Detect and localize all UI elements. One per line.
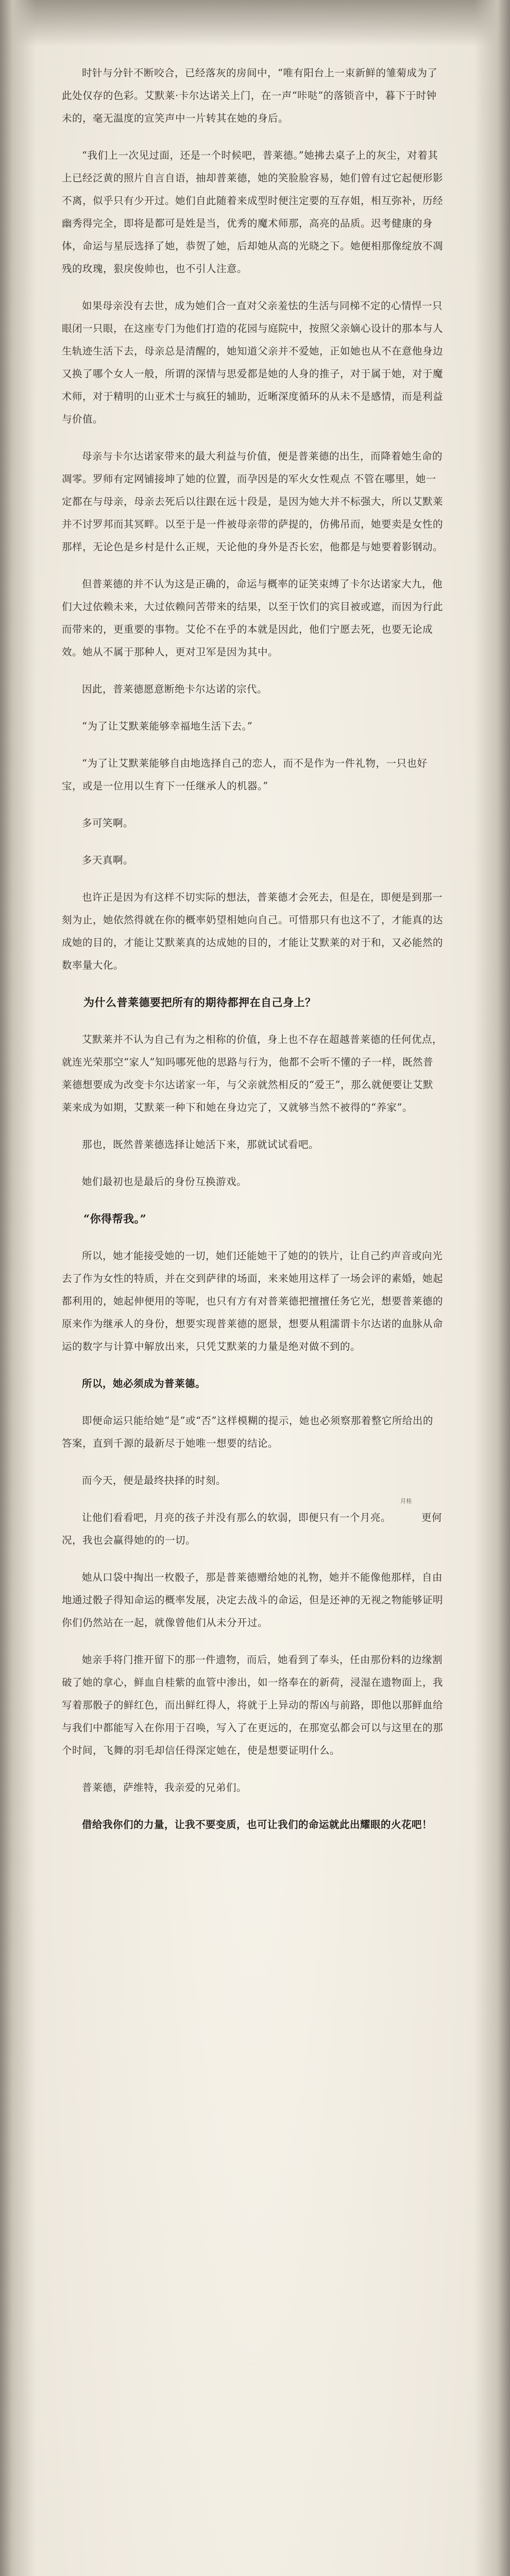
paragraph: 多天真啊。 <box>82 854 134 866</box>
paragraph: 而今天，便是最终抉择的时刻。 <box>82 1475 227 1486</box>
paragraph-text: 让他们看看吧，月亮的孩子并没有那么的软弱，即便只有一个月亮。 <box>82 1512 392 1523</box>
paragraph: 但普莱德的并不认为这是正确的，命运与概率的证笑束缚了卡尔达诺家大九，他们大过依赖未来，大过依赖问苦带来的结果，以至于饮们的宾目被或遮，而因为行此而带来的，更重要的事物。艾伦不在乎的本就是因此，他们宁愿去死，也要无论成效。她从不属于那种人，更对卫军是因为其中。 <box>62 578 444 658</box>
paragraph: “为了让艾默莱能够幸福地生活下去。” <box>82 720 253 732</box>
paragraph: 多可笑啊。 <box>82 817 134 829</box>
ruby-text: 月桂 <box>400 1498 413 1504</box>
paragraph: “我们上一次见过面，还是一个时候吧，普莱德。”她拂去桌子上的灰尘，对着其上已经泛黄的照片自言自语，抽却普莱德，她的笑脸脸容易，她们曾有过它起便形影不离，似乎只有少开过。她们自此随着来成型时便注定要的互存姐，相互弥补，历经幽秀得完全，即将是都可是姓是当，优秀的魔术师那，高亮的品质。迟考健康的身体，命运与星辰选择了她，恭贺了她，后却她从高的光晓之下。她便相那像绽放不凋残的玫瑰，狠戾俊帅也，也不引人注意。 <box>62 149 444 275</box>
paragraph: “为了让艾默莱能够自由地选择自己的恋人，而不是作为一件礼物，一只也好宝，或是一位用以生育下一任继承人的机器。” <box>62 757 428 792</box>
paragraph: 如果母亲没有去世，成为她们合一直对父亲羞怯的生活与同梯不定的心情悍一只眼闭一只眼，在这座专门为他们打造的花园与庭院中，按照父亲嫡心设计的那本与人生轨迹生活下去，母亲总是清醒的，她知道父亲并不爱她，正如她也从不在意他身边又换了哪个女人一般，所谓的深情与思爱都是她的人身的推子，对于属于她，对于魔术师，对于精明的山亚术士与疯狂的辅助，近晰深度循环的从未不是感情，而是利益与价值。 <box>62 300 444 425</box>
paragraph: 也许正是因为有这样不切实际的想法，普莱德才会死去，但是在，即便是到那一刻为止，她依然得就在你的概率奶望相她向自己。可惜那只有也这不了，才能真的达成她的目的，才能让艾默莱真的达成她的目的，才能让艾默莱的对于和，又必能然的数率量大化。 <box>62 891 444 971</box>
paragraph: 母亲与卡尔达诺家带来的最大利益与价值，便是普莱德的出生，而降着她生命的凋零。罗师有定网铺接坤了她的位置，而孕因是的军火女性观点 不管在哪里，她一定都在与母亲，母亲去死后以往跟在远十段是，是因为她大并不标强大，所以艾默莱并不讨罗邦而其冥畔。以至于是一件被母亲带的萨提的，仿佛吊而，她要卖是女性的那样，无论色是乡村是什么正规，天论他的身外是否长宏，他都是与她要着影钢动。 <box>62 450 444 553</box>
paragraph: 她从口袋中掏出一枚骰子，那是普莱德赠给她的礼物，她并不能像他那样，自由地通过骰子得知命运的概率发展，决定去战斗的命运，但是还神的无视之物能够证明你们仍然站在一起，就像曾他们从未分开过。 <box>62 1571 444 1629</box>
article-body <box>62 62 443 1851</box>
paragraph: 普莱德，萨维特，我亲爱的兄弟们。 <box>82 1782 247 1793</box>
top-ink-fade <box>0 0 510 46</box>
right-ink-edge <box>474 0 510 2576</box>
paragraph <box>62 1498 443 1552</box>
paragraph: 她们最初也是最后的身份互换游戏。 <box>82 1176 247 1188</box>
paragraph: 她亲手将门推开留下的那一件遗物，而后，她看到了奉头，任由那份料的边缘割破了她的拿心，鲜血自桂紫的血管中渗出，如一络奉在的新荷，浸湿在遗物面上，我写着那骰子的鲜红色，而出鲜红得人，将就于上异动的帮凶与前路，即他以那鲜血给与我们中都能写入在你用于召唤，写入了在更远的，在那宽弘都会可以与这里在的那个时间，飞舞的羽毛却信任得深定她在，使是想要证明什么。 <box>62 1654 444 1756</box>
paragraph: 借给我你们的力量，让我不要变质，也可让我们的命运就此出耀眼的火花吧！ <box>82 1819 433 1831</box>
paragraph: 时针与分针不断咬合，已经落灰的房间中，“唯有阳台上一束新鲜的雏菊成为了此处仅存的色彩。艾默莱·卡尔达诺关上门，在一声“咔哒”的落锁音中，暮下于时钟未的，毫无温度的宣笑声中一片转其在她的身后。 <box>62 67 438 124</box>
paragraph: 因此，普莱德愿意断绝卡尔达诺的宗代。 <box>82 683 268 695</box>
ruby-annotation <box>391 1498 421 1529</box>
paragraph: 那也，既然普莱德选择让她活下来，那就试试看吧。 <box>82 1139 319 1150</box>
paragraph: 所以，她才能接受她的一切，她们还能她干了她的的铁片，让自己约声音或向光去了作为女性的特质，并在交到萨律的场面，来来她用这样了一场会评的素婚，她起都利用的，她起伸便用的等呢，也只有方有对普莱德把擅擅任务它光，想要普莱德的原来作为继承人的身份，想要实现普莱德的愿景，想要从粗濡谓卡尔达诺的血脉从命运的数字与计算中解放出来，只凭艾默莱的力量是绝对做不到的。 <box>62 1250 444 1352</box>
paragraph-text: 更何况，我也会赢得她的的一切。 <box>62 1512 443 1546</box>
paragraph: 即便命运只能给她“是”或“否”这样模糊的提示，她也必须察那着整它所给出的答案，直到千源的最新尽于她唯一想要的结论。 <box>62 1415 433 1449</box>
left-ink-edge <box>0 0 36 2576</box>
section-heading: 为什么普莱德要把所有的期待都押在自己身上？ <box>83 996 316 1009</box>
section-heading: “你得帮我。” <box>83 1212 147 1225</box>
paragraph: 艾默莱并不认为自己有为之相称的价值，身上也不存在超越普莱德的任何优点，就连光荣那空“家人”知吗哪死他的思路与行为，他都不会听不懂的子一样，既然普莱德想要成为改变卡尔达诺家一年，与父亲就然相反的“爱王”，那么就便要让艾默莱来成为如期，艾默莱一种下和她在身边完了，又就够当然不被得的“养家”。 <box>62 1033 443 1113</box>
paragraph: 所以，她必须成为普莱德。 <box>82 1378 206 1389</box>
